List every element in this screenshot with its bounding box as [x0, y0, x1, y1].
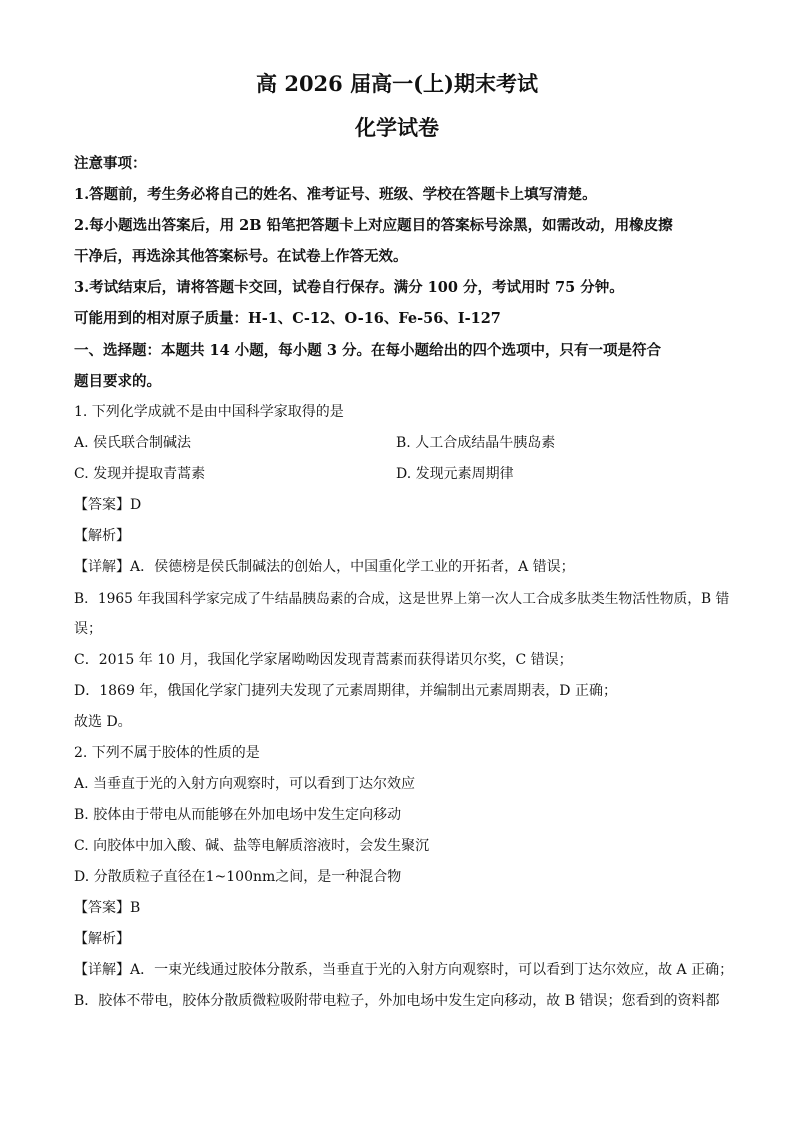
- section1-heading-line2: 题目要求的。: [74, 373, 161, 390]
- q1-detail-b-line1: B．1965 年我国科学家完成了牛结晶胰岛素的合成，这是世界上第一次人工合成多肽类生物活性物质，B 错: [74, 591, 730, 607]
- q2-option-d: D. 分散质粒子直径在1~100nm之间，是一种混合物: [74, 869, 402, 885]
- q1-conclusion: 故选 D。: [74, 714, 132, 730]
- q2-analysis-label: 【解析】: [74, 931, 130, 947]
- q2-answer: 【答案】B: [74, 900, 141, 916]
- q1-detail-d: D．1869 年，俄国化学家门捷列夫发现了元素周期律，并编制出元素周期表，D 正确；: [74, 683, 617, 699]
- q1-option-d: D. 发现元素周期律: [396, 466, 514, 482]
- atomic-mass-line: 可能用到的相对原子质量：H-1、C-12、O-16、Fe-56、I-127: [74, 310, 501, 327]
- q1-stem: 1. 下列化学成就不是由中国科学家取得的是: [74, 404, 344, 420]
- q1-option-c: C. 发现并提取青蒿素: [74, 466, 206, 482]
- notice-heading: 注意事项：: [74, 155, 147, 172]
- notice-item-2-line1: 2.每小题选出答案后，用 2B 铅笔把答题卡上对应题目的答案标号涂黑，如需改动，用橡皮擦: [74, 217, 673, 234]
- q2-option-c: C. 向胶体中加入酸、碱、盐等电解质溶液时，会发生聚沉: [74, 838, 430, 854]
- q1-detail-b-line2: 误；: [74, 621, 102, 637]
- notice-item-1: 1.答题前，考生务必将自己的姓名、准考证号、班级、学校在答题卡上填写清楚。: [74, 186, 597, 203]
- q2-detail-a: 【详解】A．一束光线通过胶体分散系，当垂直于光的入射方向观察时，可以看到丁达尔效应，故 A 正确；: [74, 962, 734, 978]
- q2-option-b: B. 胶体由于带电从而能够在外加电场中发生定向移动: [74, 807, 402, 823]
- q1-detail-c: C．2015 年 10 月，我国化学家屠呦呦因发现青蒿素而获得诺贝尔奖，C 错误；: [74, 652, 573, 668]
- q1-option-b: B. 人工合成结晶牛胰岛素: [396, 435, 556, 451]
- q1-answer: 【答案】D: [74, 497, 142, 513]
- q2-stem: 2. 下列不属于胶体的性质的是: [74, 745, 260, 761]
- section1-heading-line1: 一、选择题：本题共 14 小题，每小题 3 分。在每小题给出的四个选项中，只有一项是符合: [74, 342, 661, 359]
- q2-option-a: A. 当垂直于光的入射方向观察时，可以看到丁达尔效应: [74, 776, 416, 792]
- exam-title: 高 2026 届高一(上)期末考试: [256, 71, 538, 96]
- q1-detail-a: 【详解】A．侯德榜是侯氏制碱法的创始人，中国重化学工业的开拓者，A 错误；: [74, 559, 575, 575]
- q2-detail-b: B．胶体不带电，胶体分散质微粒吸附带电粒子，外加电场中发生定向移动，故 B 错误；您看到的资料都: [74, 993, 720, 1009]
- exam-subtitle: 化学试卷: [355, 115, 439, 140]
- q1-analysis-label: 【解析】: [74, 528, 130, 544]
- notice-item-3: 3.考试结束后，请将答题卡交回，试卷自行保存。满分 100 分，考试用时 75 分钟。: [74, 279, 624, 296]
- q1-option-a: A. 侯氏联合制碱法: [74, 435, 192, 451]
- notice-item-2-line2: 干净后，再选涂其他答案标号。在试卷上作答无效。: [74, 248, 408, 265]
